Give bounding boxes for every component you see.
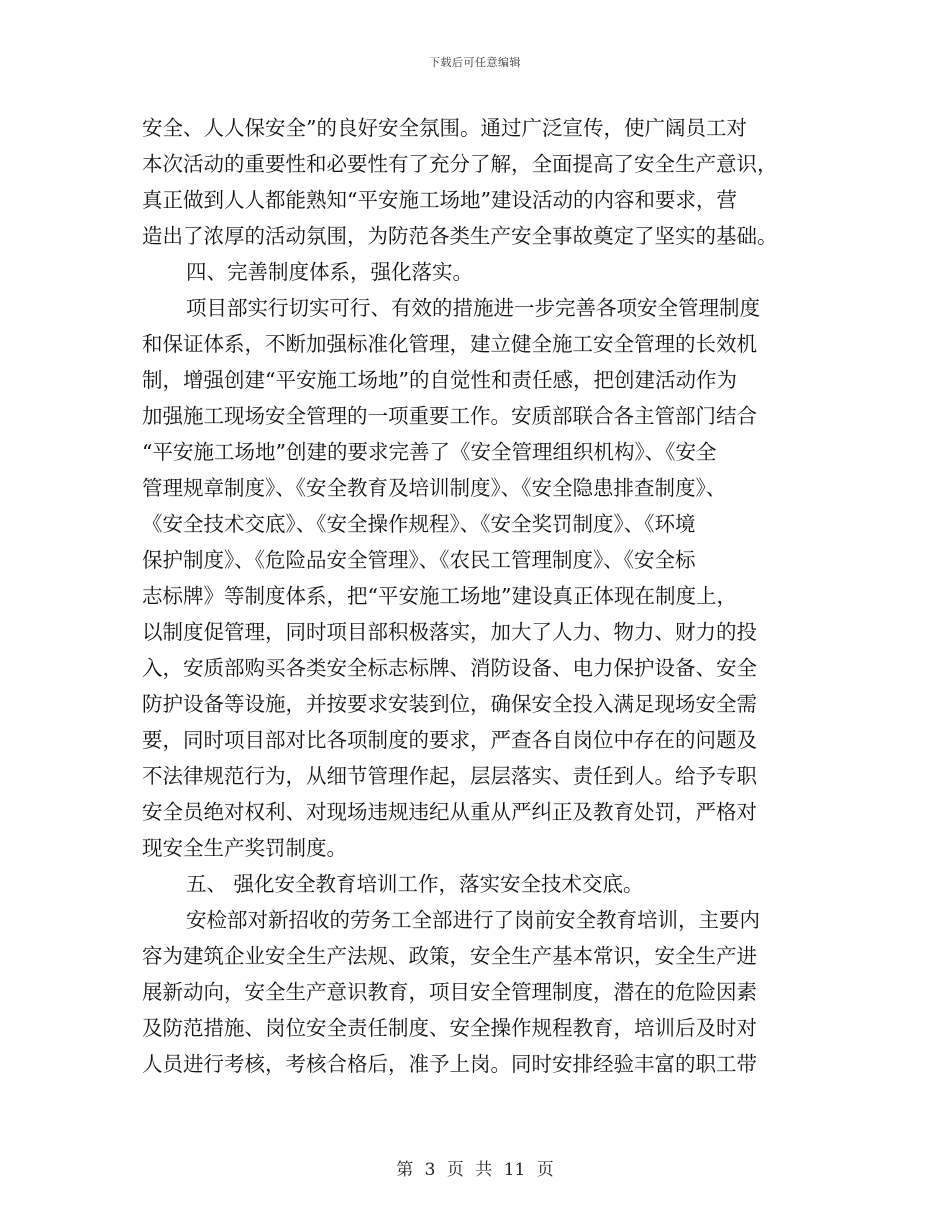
text-line: 防护设备等设施，并按要求安装到位，确保安全投入满足现场安全需	[142, 692, 757, 716]
text-line: 不法律规范行为，从细节管理作起，层层落实、责任到人。给予专职	[142, 764, 757, 788]
text-line: 和保证体系，不断加强标准化管理，建立健全施工安全管理的长效机	[142, 332, 757, 356]
text-line: 本次活动的重要性和必要性有了充分了解，全面提高了安全生产意识，	[142, 152, 778, 176]
section-heading-4: 四、完善制度体系，强化落实。	[186, 260, 473, 284]
text-line: 真正做到人人都能熟知“平安施工场地”建设活动的内容和要求，营	[142, 188, 737, 212]
section-heading-5: 五、 强化安全教育培训工作，落实安全技术交底。	[186, 872, 644, 896]
text-line: 《安全技术交底》、《安全操作规程》、《安全奖罚制度》、《环境	[142, 512, 696, 536]
text-line: 人员进行考核，考核合格后，准予上岗。同时安排经验丰富的职工带	[142, 1052, 757, 1076]
text-line: 安检部对新招收的劳务工全部进行了岗前安全教育培训，主要内	[186, 908, 760, 932]
text-line: 保护制度》、《危险品安全管理》、《农民工管理制度》、《安全标	[142, 548, 696, 572]
text-line: 及防范措施、岗位安全责任制度、安全操作规程教育，培训后及时对	[142, 1016, 757, 1040]
text-line: 志标牌》等制度体系，把“平安施工场地”建设真正体现在制度上，	[142, 584, 737, 608]
text-line: “平安施工场地”创建的要求完善了《安全管理组织机构》、《安全	[142, 440, 717, 464]
text-line: 要，同时项目部对比各项制度的要求，严查各自岗位中存在的问题及	[142, 728, 757, 752]
text-line: 项目部实行切实可行、有效的措施进一步完善各项安全管理制度	[186, 296, 760, 320]
text-line: 展新动向，安全生产意识教育，项目安全管理制度，潜在的危险因素	[142, 980, 757, 1004]
page-number-footer: 第 3 页 共 11 页	[396, 1160, 554, 1180]
text-line: 安全员绝对权利、对现场违规违纪从重从严纠正及教育处罚，严格对	[142, 800, 757, 824]
text-line: 入，安质部购买各类安全标志标牌、消防设备、电力保护设备、安全	[142, 656, 757, 680]
text-line: 以制度促管理，同时项目部积极落实，加大了人力、物力、财力的投	[142, 620, 757, 644]
text-line: 加强施工现场安全管理的一项重要工作。安质部联合各主管部门结合	[142, 404, 757, 428]
text-line: 现安全生产奖罚制度。	[142, 836, 347, 860]
text-line: 管理规章制度》、《安全教育及培训制度》、《安全隐患排查制度》、	[142, 476, 727, 500]
page-header-note: 下载后可任意编辑	[429, 56, 521, 69]
text-line: 造出了浓厚的活动氛围，为防范各类生产安全事故奠定了坚实的基础。	[142, 224, 778, 248]
text-line: 安全、人人保安全”的良好安全氛围。通过广泛宣传，使广阔员工对	[142, 116, 747, 140]
document-body	[142, 110, 808, 1082]
text-line: 容为建筑企业安全生产法规、政策，安全生产基本常识，安全生产进	[142, 944, 757, 968]
text-line: 制，增强创建“平安施工场地”的自觉性和责任感，把创建活动作为	[142, 368, 737, 392]
